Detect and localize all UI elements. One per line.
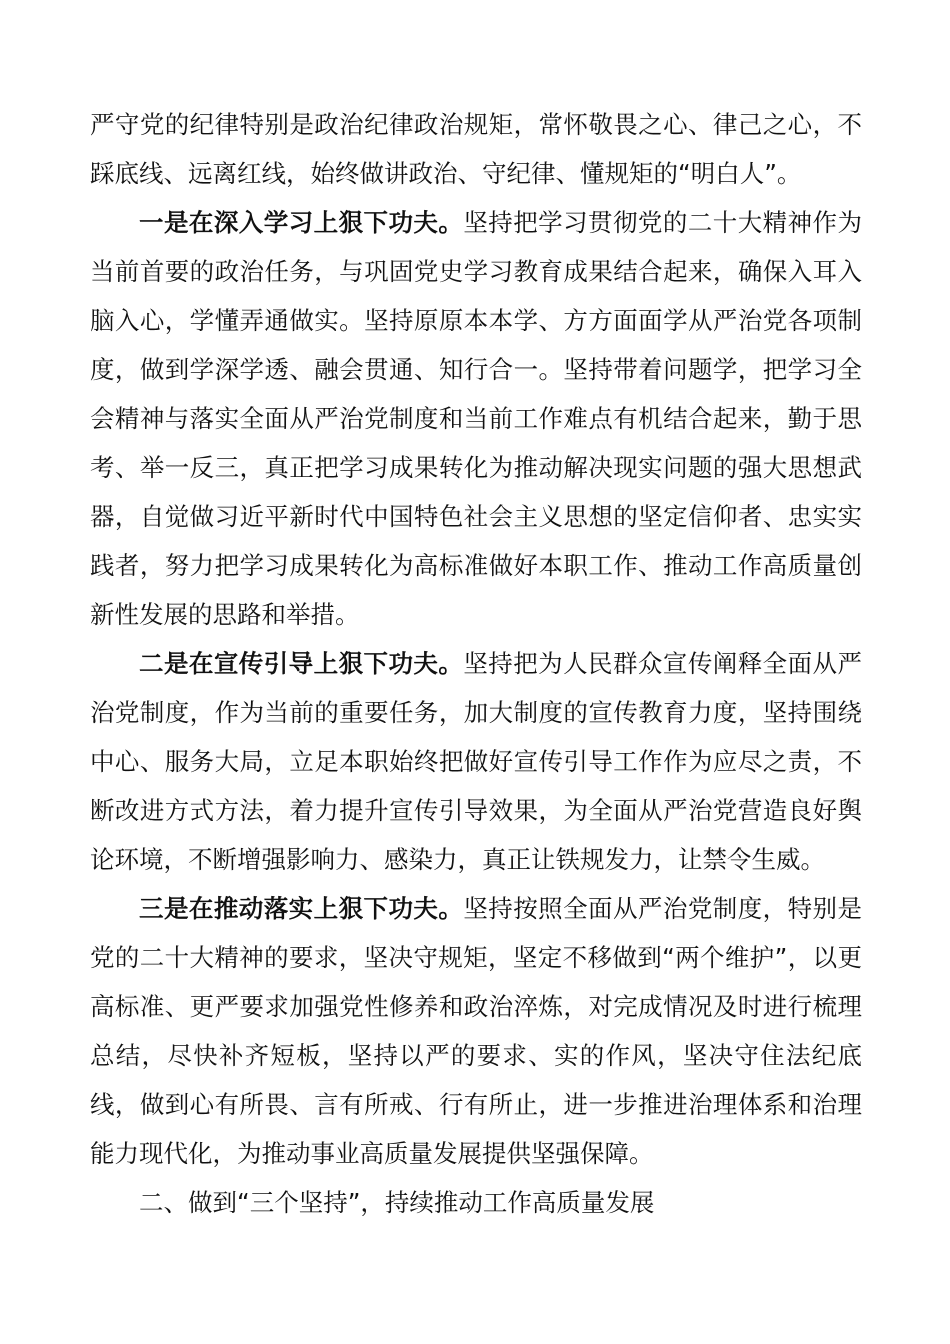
section-heading	[90, 1178, 862, 1227]
paragraph-implementation	[90, 884, 862, 1178]
paragraph-continuation	[90, 100, 862, 198]
paragraph-publicity-guidance	[90, 639, 862, 884]
section-heading-text: 二、做到“三个坚持”，持续推动工作高质量发展	[139, 1188, 655, 1217]
paragraph-heading: 二是在宣传引导上狠下功夫。	[139, 649, 464, 678]
paragraph-text: 坚持把为人民群众宣传阐释全面从严治党制度，作为当前的重要任务，加大制度的宣传教育力度，坚持围绕中心、服务大局，立足本职始终把做好宣传引导工作作为应尽之责，不断改进方式方法，着力提升宣传引导效果，为全面从严治党营造良好舆论环境，不断增强影响力、感染力，真正让铁规发力，让禁令生威。	[90, 649, 863, 874]
document-body	[90, 100, 862, 1227]
paragraph-text: 坚持把学习贯彻党的二十大精神作为当前首要的政治任务，与巩固党史学习教育成果结合起来，确保入耳入脑入心，学懂弄通做实。坚持原原本本学、方方面面学从严治党各项制度，做到学深学透、融会贯通、知行合一。坚持带着问题学，把学习全会精神与落实全面从严治党制度和当前工作难点有机结合起来，勤于思考、举一反三，真正把学习成果转化为推动解决现实问题的强大思想武器，自觉做习近平新时代中国特色社会主义思想的坚定信仰者、忠实实践者，努力把学习成果转化为高标准做好本职工作、推动工作高质量创新性发展的思路和举措。	[90, 208, 863, 629]
paragraph-text: 严守党的纪律特别是政治纪律政治规矩，常怀敬畏之心、律己之心，不踩底线、远离红线，始终做讲政治、守纪律、懂规矩的“明白人”。	[90, 110, 862, 188]
paragraph-text: 坚持按照全面从严治党制度，特别是党的二十大精神的要求，坚决守规矩，坚定不移做到“两个维护”，以更高标准、更严要求加强党性修养和政治淬炼，对完成情况及时进行梳理总结，尽快补齐短板，坚持以严的要求、实的作风，坚决守住法纪底线，做到心有所畏、言有所戒、行有所止，进一步推进治理体系和治理能力现代化，为推动事业高质量发展提供坚强保障。	[90, 894, 863, 1168]
paragraph-deep-study	[90, 198, 862, 639]
paragraph-heading: 三是在推动落实上狠下功夫。	[139, 894, 464, 923]
paragraph-heading: 一是在深入学习上狠下功夫。	[139, 208, 464, 237]
